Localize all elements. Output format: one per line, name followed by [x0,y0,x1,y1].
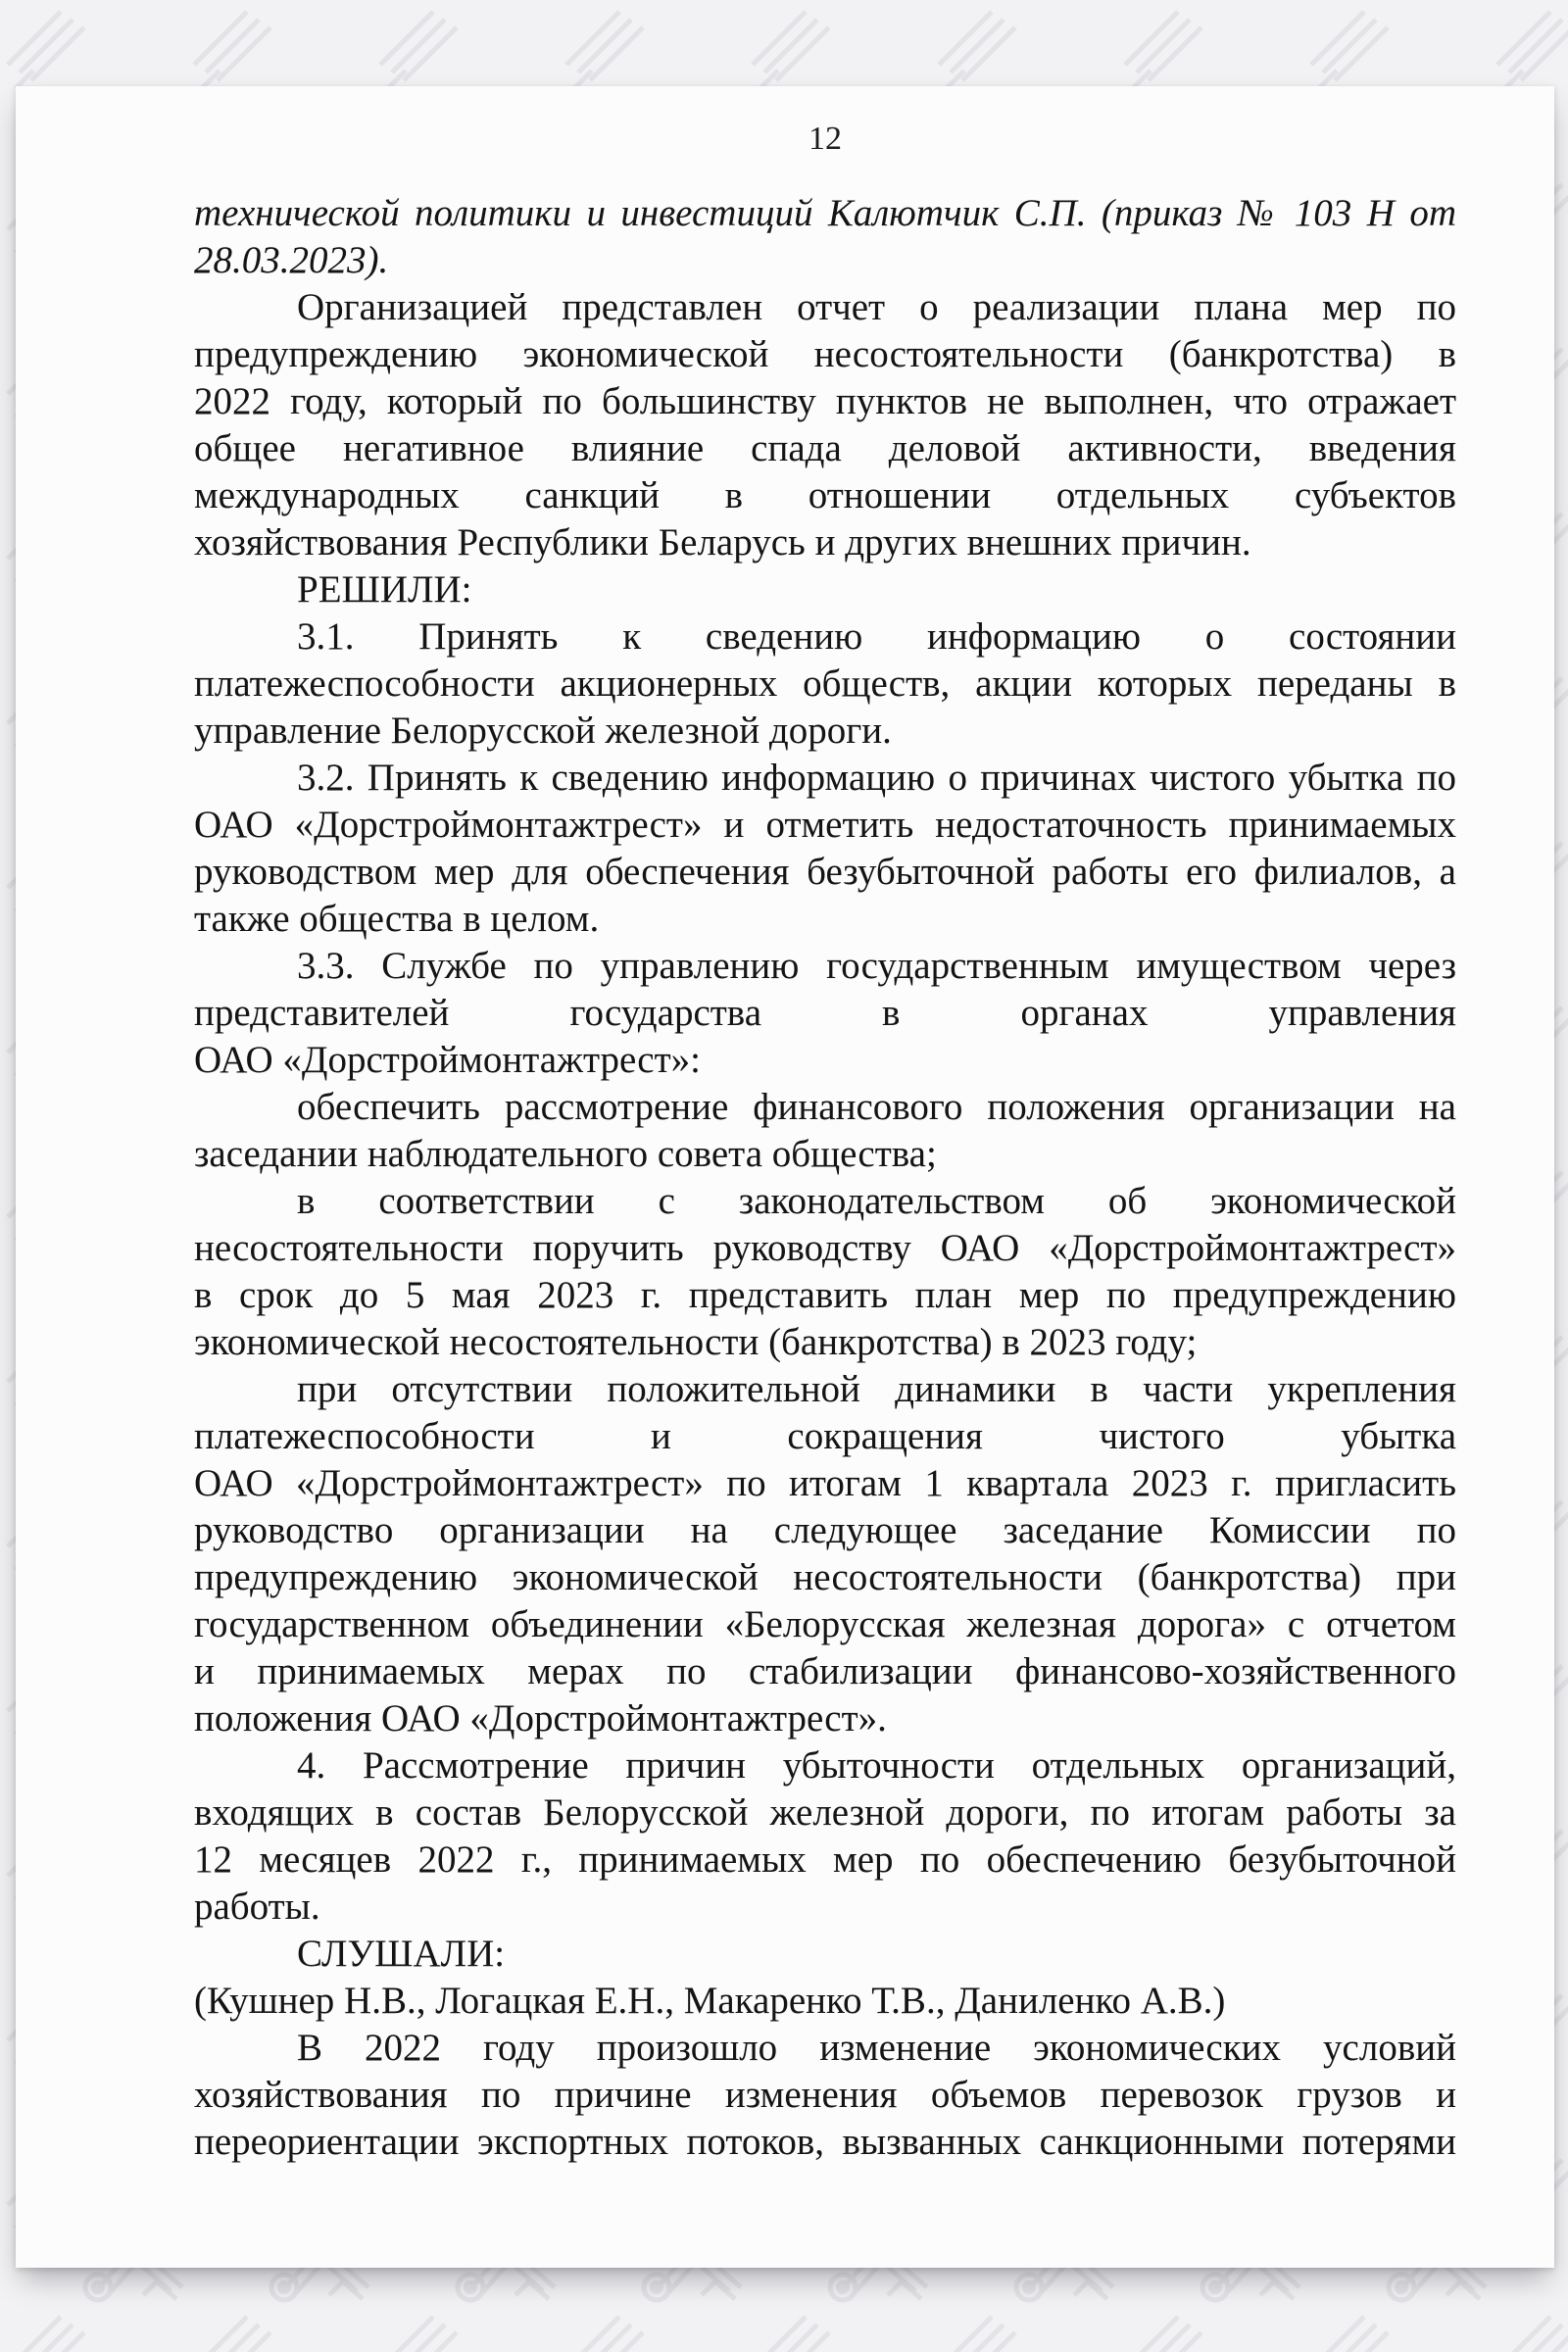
text-line: также общества в целом. [194,898,600,940]
text-line: международных санкций в отношении отдельных субъектов [194,474,1456,516]
paragraph [194,1084,1456,1178]
page-number: 12 [808,121,842,157]
paragraph [194,1742,1456,1931]
text-line: В 2022 году произошло изменение экономических условий [297,2027,1456,2069]
text-line: 3.2. Принять к сведению информацию о причинах чистого убытка по [297,757,1456,799]
text-line: РЕШИЛИ: [297,568,472,611]
text-line: в соответствии с законодательством об экономической [297,1180,1456,1222]
text-line: СЛУШАЛИ: [297,1933,506,1975]
text-line: ОАО «Дорстроймонтажтрест»: [194,1039,701,1081]
text-line: управление Белорусской железной дороги. [194,710,892,752]
text-line: при отсутствии положительной динамики в части укрепления [297,1368,1456,1410]
document-page [16,86,1554,2268]
text-line: 3.1. Принять к сведению информацию о состоянии [297,615,1456,658]
text-line: представителей государства в органах управления [194,992,1456,1034]
paragraph [194,1978,1456,2025]
paragraph [194,284,1456,566]
text-line: положения ОАО «Дорстроймонтажтрест». [194,1697,887,1740]
text-line: платежеспособности акционерных обществ, акции которых переданы в [194,662,1456,705]
text-line: хозяйствования Республики Беларусь и других внешних причин. [194,521,1251,564]
paragraph [194,2025,1456,2166]
text-line: несостоятельности поручить руководству ОАО «Дорстроймонтажтрест» [194,1227,1456,1269]
text-line: обеспечить рассмотрение финансового положения организации на [297,1086,1456,1128]
paragraph [194,1366,1456,1742]
page-content [194,120,1456,2166]
text-line: 4. Рассмотрение причин убыточности отдельных организаций, [297,1744,1456,1787]
text-line: 3.3. Службе по управлению государственным имуществом через [297,945,1456,987]
text-line: руководство организации на следующее заседание Комиссии по [194,1509,1456,1551]
text-line: технической политики и инвестиций Калютчик С.П. (приказ № 103 Н от [194,192,1456,234]
text-line: общее негативное влияние спада деловой активности, введения [194,427,1456,469]
text-line: предупреждению экономической несостоятельности (банкротства) при [194,1556,1456,1598]
paragraph [194,1178,1456,1366]
text-line: руководством мер для обеспечения безубыточной работы его филиалов, а [194,851,1456,893]
document-body [194,190,1456,2166]
text-line: государственном объединении «Белорусская железная дорога» с отчетом [194,1603,1456,1645]
text-line: работы. [194,1886,320,1928]
text-line: (Кушнер Н.В., Логацкая Е.Н., Макаренко Т.В., Даниленко А.В.) [194,1980,1226,2022]
paragraph [194,1931,1456,1978]
text-line: переориентации экспортных потоков, вызванных санкционными потерями [194,2121,1456,2163]
text-line: экономической несостоятельности (банкротства) в 2023 году; [194,1321,1198,1363]
text-line: ОАО «Дорстроймонтажтрест» по итогам 1 квартала 2023 г. пригласить [194,1462,1456,1504]
paragraph [194,613,1456,755]
text-line: Организацией представлен отчет о реализации плана мер по [297,286,1456,328]
text-line: 12 месяцев 2022 г., принимаемых мер по обеспечению безубыточной [194,1838,1456,1881]
paragraph [194,566,1456,613]
text-line: в срок до 5 мая 2023 г. представить план мер по предупреждению [194,1274,1456,1316]
text-line: предупреждению экономической несостоятельности (банкротства) в [194,333,1456,375]
paragraph [194,190,1456,284]
text-line: хозяйствования по причине изменения объемов перевозок грузов и [194,2074,1456,2116]
text-line: 2022 году, который по большинству пунктов не выполнен, что отражает [194,380,1456,422]
paragraph [194,943,1456,1084]
text-line: заседании наблюдательного совета общества; [194,1133,937,1175]
paragraph [194,755,1456,943]
text-line: ОАО «Дорстроймонтажтрест» и отметить недостаточность принимаемых [194,804,1456,846]
text-line: 28.03.2023). [194,239,389,281]
text-line: платежеспособности и сокращения чистого убытка [194,1415,1456,1457]
text-line: и принимаемых мерах по стабилизации финансово-хозяйственного [194,1650,1456,1692]
text-line: входящих в состав Белорусской железной дороги, по итогам работы за [194,1791,1456,1834]
